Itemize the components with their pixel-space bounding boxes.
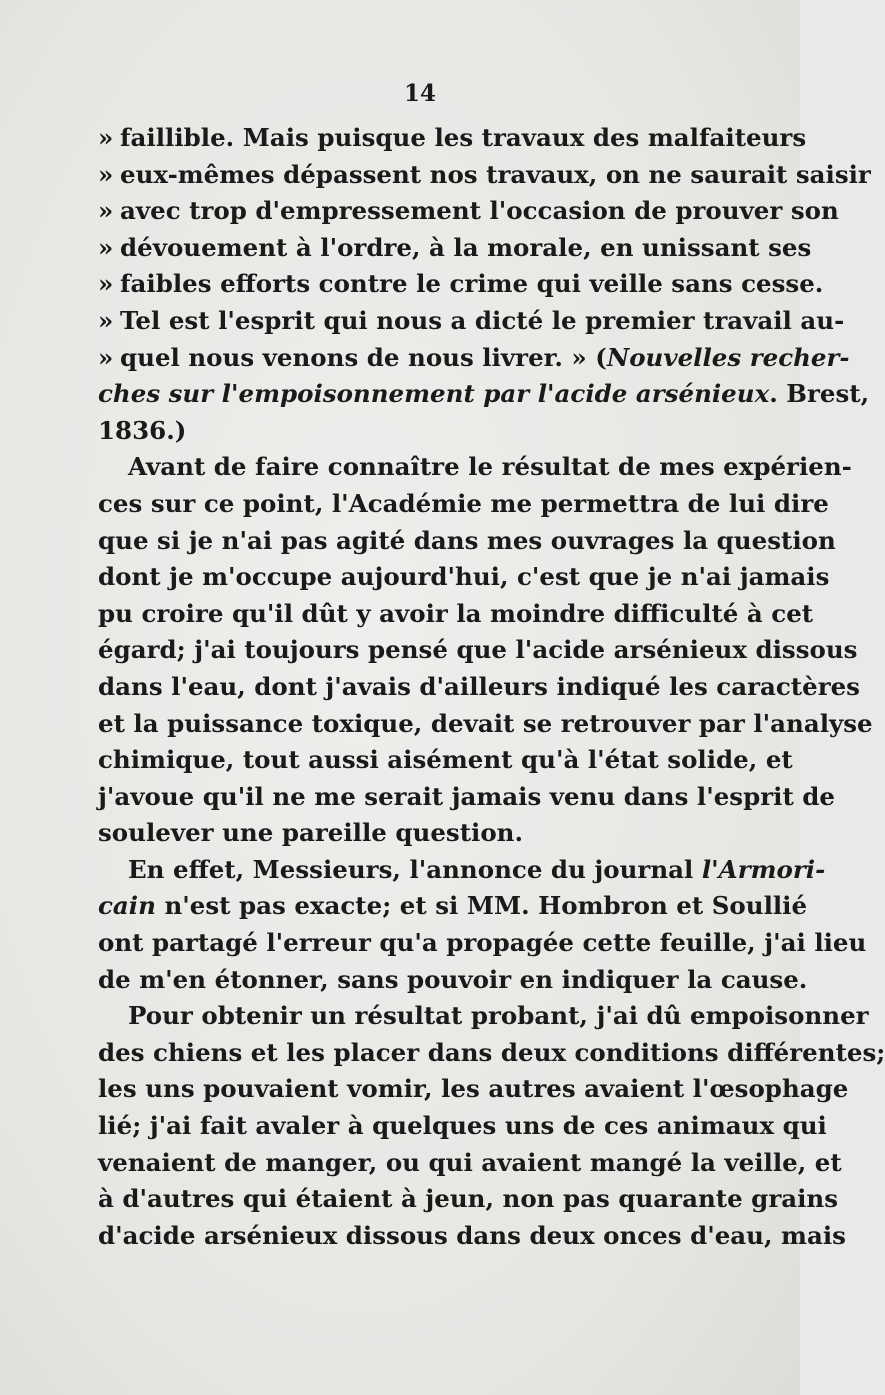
- text-line: [98, 596, 814, 633]
- line-text: faibles efforts contre le crime qui veille sans cesse.: [120, 269, 824, 299]
- line-text: Avant de faire connaître le résultat de mes expérien-: [128, 452, 852, 482]
- line-text: lié; j'ai fait avaler à quelques uns de ces animaux qui: [98, 1111, 827, 1141]
- text-line: [98, 340, 850, 377]
- text-line: [98, 523, 836, 560]
- page-number: 14: [403, 80, 436, 107]
- quote-mark: »: [98, 342, 114, 372]
- line-text: Tel est l'esprit qui nous a dicté le premier travail au-: [120, 305, 845, 335]
- text-line: [98, 1145, 842, 1182]
- body-text: [98, 120, 885, 1254]
- text-line: [98, 266, 824, 303]
- text-line: [98, 1218, 846, 1255]
- text-line: [98, 413, 728, 450]
- text-line: [98, 852, 826, 889]
- text-line: [98, 925, 867, 962]
- quote-mark: »: [98, 269, 114, 299]
- line-text: soulever une pareille question.: [98, 818, 524, 848]
- line-text: dans l'eau, dont j'avais d'ailleurs indiqué les caractères: [98, 671, 860, 701]
- text-line: [98, 303, 845, 340]
- line-text: pu croire qu'il dût y avoir la moindre difficulté à cet: [98, 598, 814, 628]
- quote-mark: »: [98, 196, 114, 226]
- line-text: chimique, tout aussi aisément qu'à l'état solide, et: [98, 745, 793, 775]
- text-line: [98, 632, 858, 669]
- line-text: dont je m'occupe aujourd'hui, c'est que je n'ai jamais: [98, 562, 830, 592]
- line-text: que si je n'ai pas agité dans mes ouvrages la question: [98, 525, 836, 555]
- text-line: [98, 779, 836, 816]
- line-text: d'acide arsénieux dissous dans deux onces d'eau, mais: [98, 1220, 846, 1250]
- text-line: [98, 1108, 827, 1145]
- text-line: [98, 815, 728, 852]
- italic-text: l'Armori-: [701, 854, 826, 884]
- line-text: . Brest,: [769, 379, 870, 409]
- text-line: [98, 888, 808, 925]
- quote-mark: »: [98, 123, 114, 152]
- line-text: avec trop d'empressement l'occasion de prouver son: [120, 196, 839, 226]
- line-text: eux-mêmes dépassent nos travaux, on ne saurait saisir: [120, 159, 871, 189]
- italic-text: Nouvelles recher-: [606, 342, 850, 372]
- italic-text: cain: [98, 891, 156, 921]
- line-text: les uns pouvaient vomir, les autres avaient l'œsophage: [98, 1074, 849, 1104]
- text-line: [98, 962, 808, 999]
- text-line: [98, 1071, 849, 1108]
- text-line: [98, 230, 812, 267]
- quote-mark: »: [98, 305, 114, 335]
- text-line: [98, 706, 873, 743]
- line-text: des chiens et les placer dans deux conditions différentes;: [98, 1037, 885, 1067]
- line-text: et la puissance toxique, devait se retrouver par l'analyse: [98, 708, 873, 738]
- italic-text: ches sur l'empoisonnement par l'acide arsénieux: [98, 379, 770, 409]
- text-line: [98, 120, 807, 157]
- text-line: [98, 376, 870, 413]
- line-text: Pour obtenir un résultat probant, j'ai dû empoisonner: [128, 1001, 869, 1031]
- line-text: ces sur ce point, l'Académie me permettra de lui dire: [98, 488, 829, 518]
- line-text: ont partagé l'erreur qu'a propagée cette feuille, j'ai lieu: [98, 928, 867, 958]
- quote-mark: »: [98, 159, 114, 189]
- text-line: [98, 486, 829, 523]
- line-text: faillible. Mais puisque les travaux des malfaiteurs: [120, 123, 807, 152]
- line-text: égard; j'ai toujours pensé que l'acide arsénieux dissous: [98, 635, 858, 665]
- text-line: [98, 559, 830, 596]
- line-text: n'est pas exacte; et si MM. Hombron et Soullié: [155, 891, 808, 921]
- text-line: [98, 157, 871, 194]
- text-line: [98, 998, 869, 1035]
- text-line: [98, 1181, 839, 1218]
- line-text: quel nous venons de nous livrer. » (: [120, 342, 607, 372]
- line-text: à d'autres qui étaient à jeun, non pas quarante grains: [98, 1184, 839, 1214]
- text-line: [98, 1035, 885, 1072]
- line-text: 1836.): [98, 415, 187, 445]
- line-text: j'avoue qu'il ne me serait jamais venu dans l'esprit de: [98, 781, 836, 811]
- text-line: [98, 449, 852, 486]
- line-text: venaient de manger, ou qui avaient mangé la veille, et: [98, 1147, 842, 1177]
- text-line: [98, 669, 860, 706]
- text-line: [98, 742, 793, 779]
- line-text: dévouement à l'ordre, à la morale, en unissant ses: [120, 232, 812, 262]
- text-line: [98, 193, 839, 230]
- line-text: En effet, Messieurs, l'annonce du journal: [128, 854, 702, 884]
- quote-mark: »: [98, 232, 114, 262]
- line-text: de m'en étonner, sans pouvoir en indiquer la cause.: [98, 964, 808, 994]
